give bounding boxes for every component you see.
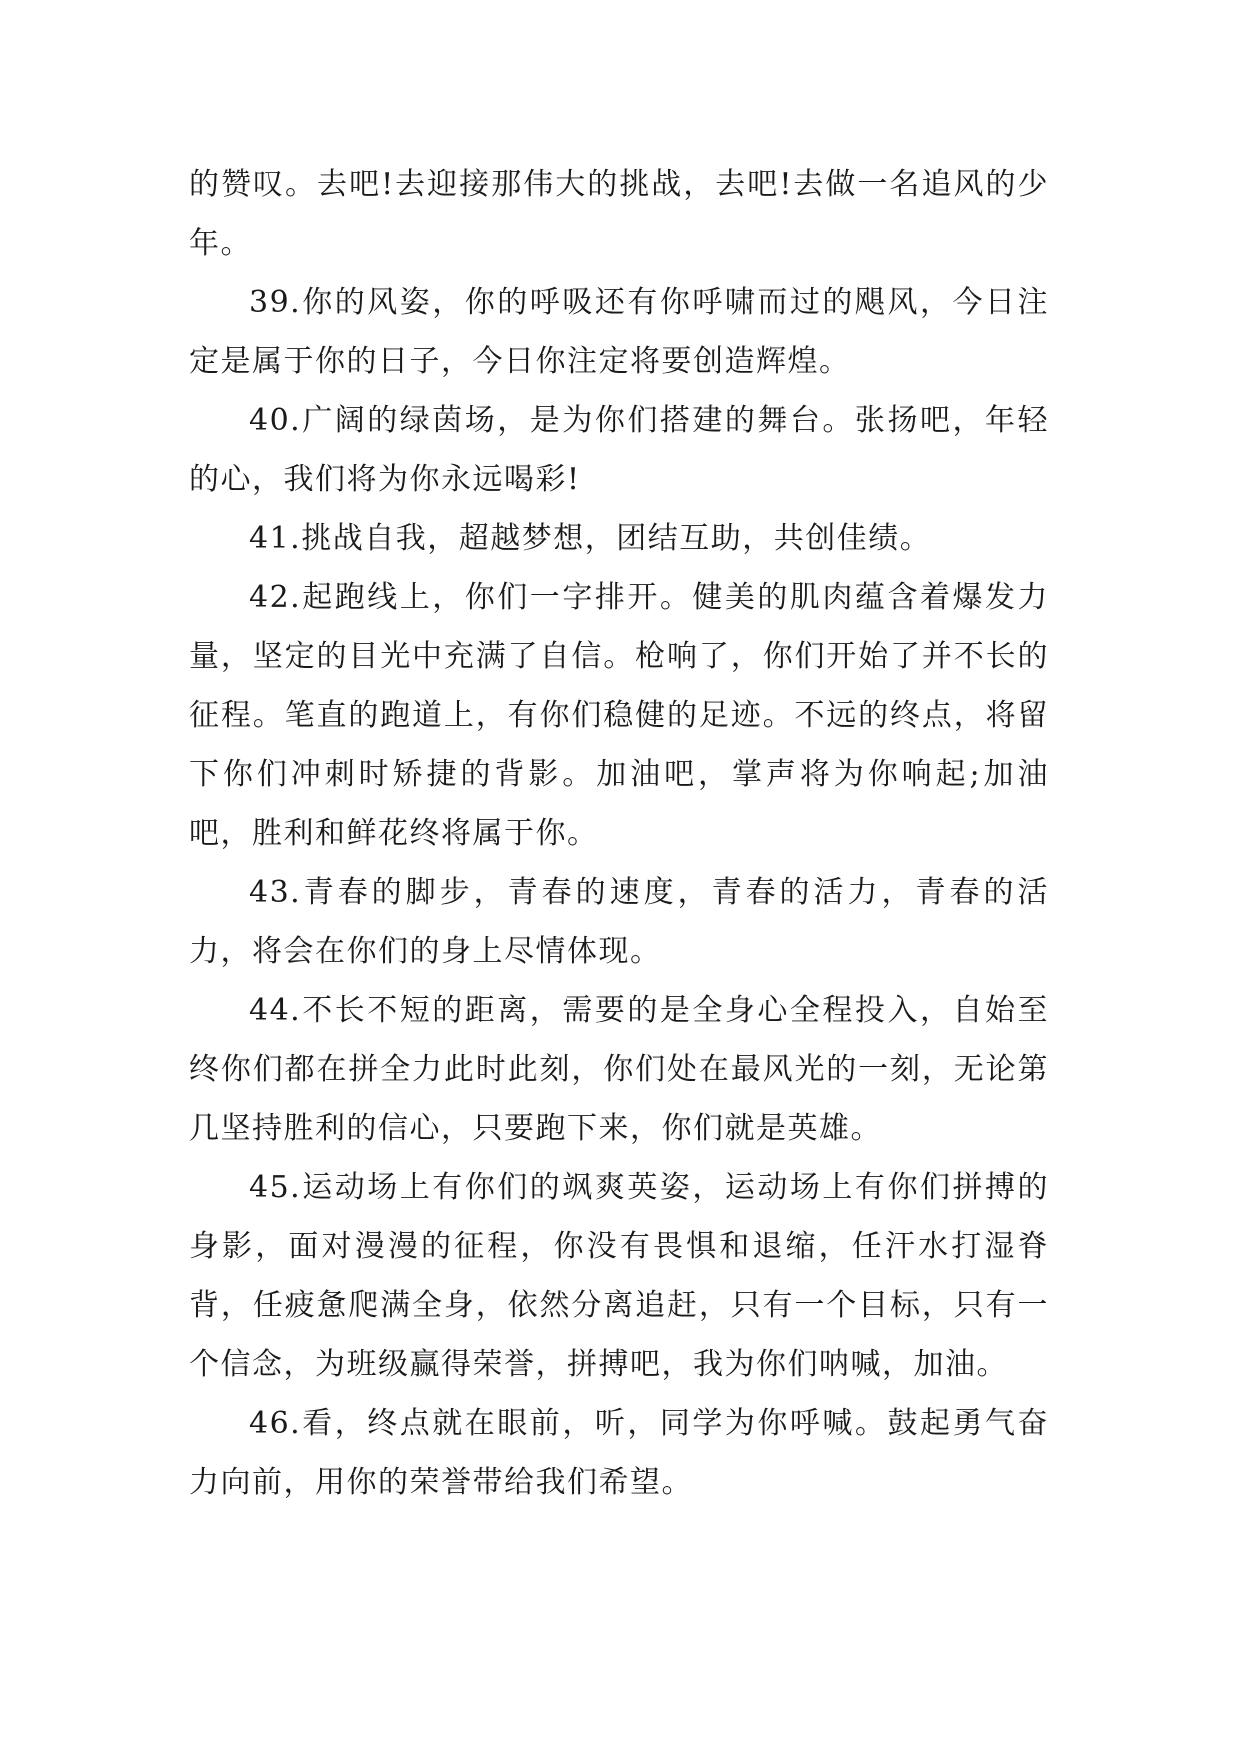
paragraph-39: 39.你的风姿，你的呼吸还有你呼啸而过的飓风，今日注定是属于你的日子，今日你注定将要创造辉煌。 — [189, 285, 1049, 379]
paragraph-42: 42.起跑线上，你们一字排开。健美的肌肉蕴含着爆发力量，坚定的目光中充满了自信。枪响了，你们开始了并不长的征程。笔直的跑道上，有你们稳健的足迹。不远的终点，将留下你们冲刺时矫捷的背影。加油吧，掌声将为你响起;加油吧，胜利和鲜花终将属于你。 — [189, 580, 1049, 851]
document-body — [189, 155, 1049, 1512]
paragraph-46: 46.看，终点就在眼前，听，同学为你呼喊。鼓起勇气奋力向前，用你的荣誉带给我们希望。 — [189, 1406, 1049, 1500]
paragraph-41: 41.挑战自我，超越梦想，团结互助，共创佳绩。 — [249, 521, 932, 556]
paragraph-45: 45.运动场上有你们的飒爽英姿，运动场上有你们拼搏的身影，面对漫漫的征程，你没有畏惧和退缩，任汗水打湿脊背，任疲惫爬满全身，依然分离追赶，只有一个目标，只有一个信念，为班级赢得荣誉，拼搏吧，我为你们呐喊，加油。 — [189, 1170, 1049, 1382]
paragraph-44: 44.不长不短的距离，需要的是全身心全程投入，自始至终你们都在拼全力此时此刻，你们处在最风光的一刻，无论第几坚持胜利的信心，只要跑下来，你们就是英雄。 — [189, 993, 1049, 1146]
paragraph-40: 40.广阔的绿茵场，是为你们搭建的舞台。张扬吧，年轻的心，我们将为你永远喝彩! — [189, 403, 1049, 497]
paragraph-43: 43.青春的脚步，青春的速度，青春的活力，青春的活力，将会在你们的身上尽情体现。 — [189, 875, 1049, 969]
paragraph-continuation: 的赞叹。去吧!去迎接那伟大的挑战，去吧!去做一名追风的少年。 — [189, 167, 1049, 261]
